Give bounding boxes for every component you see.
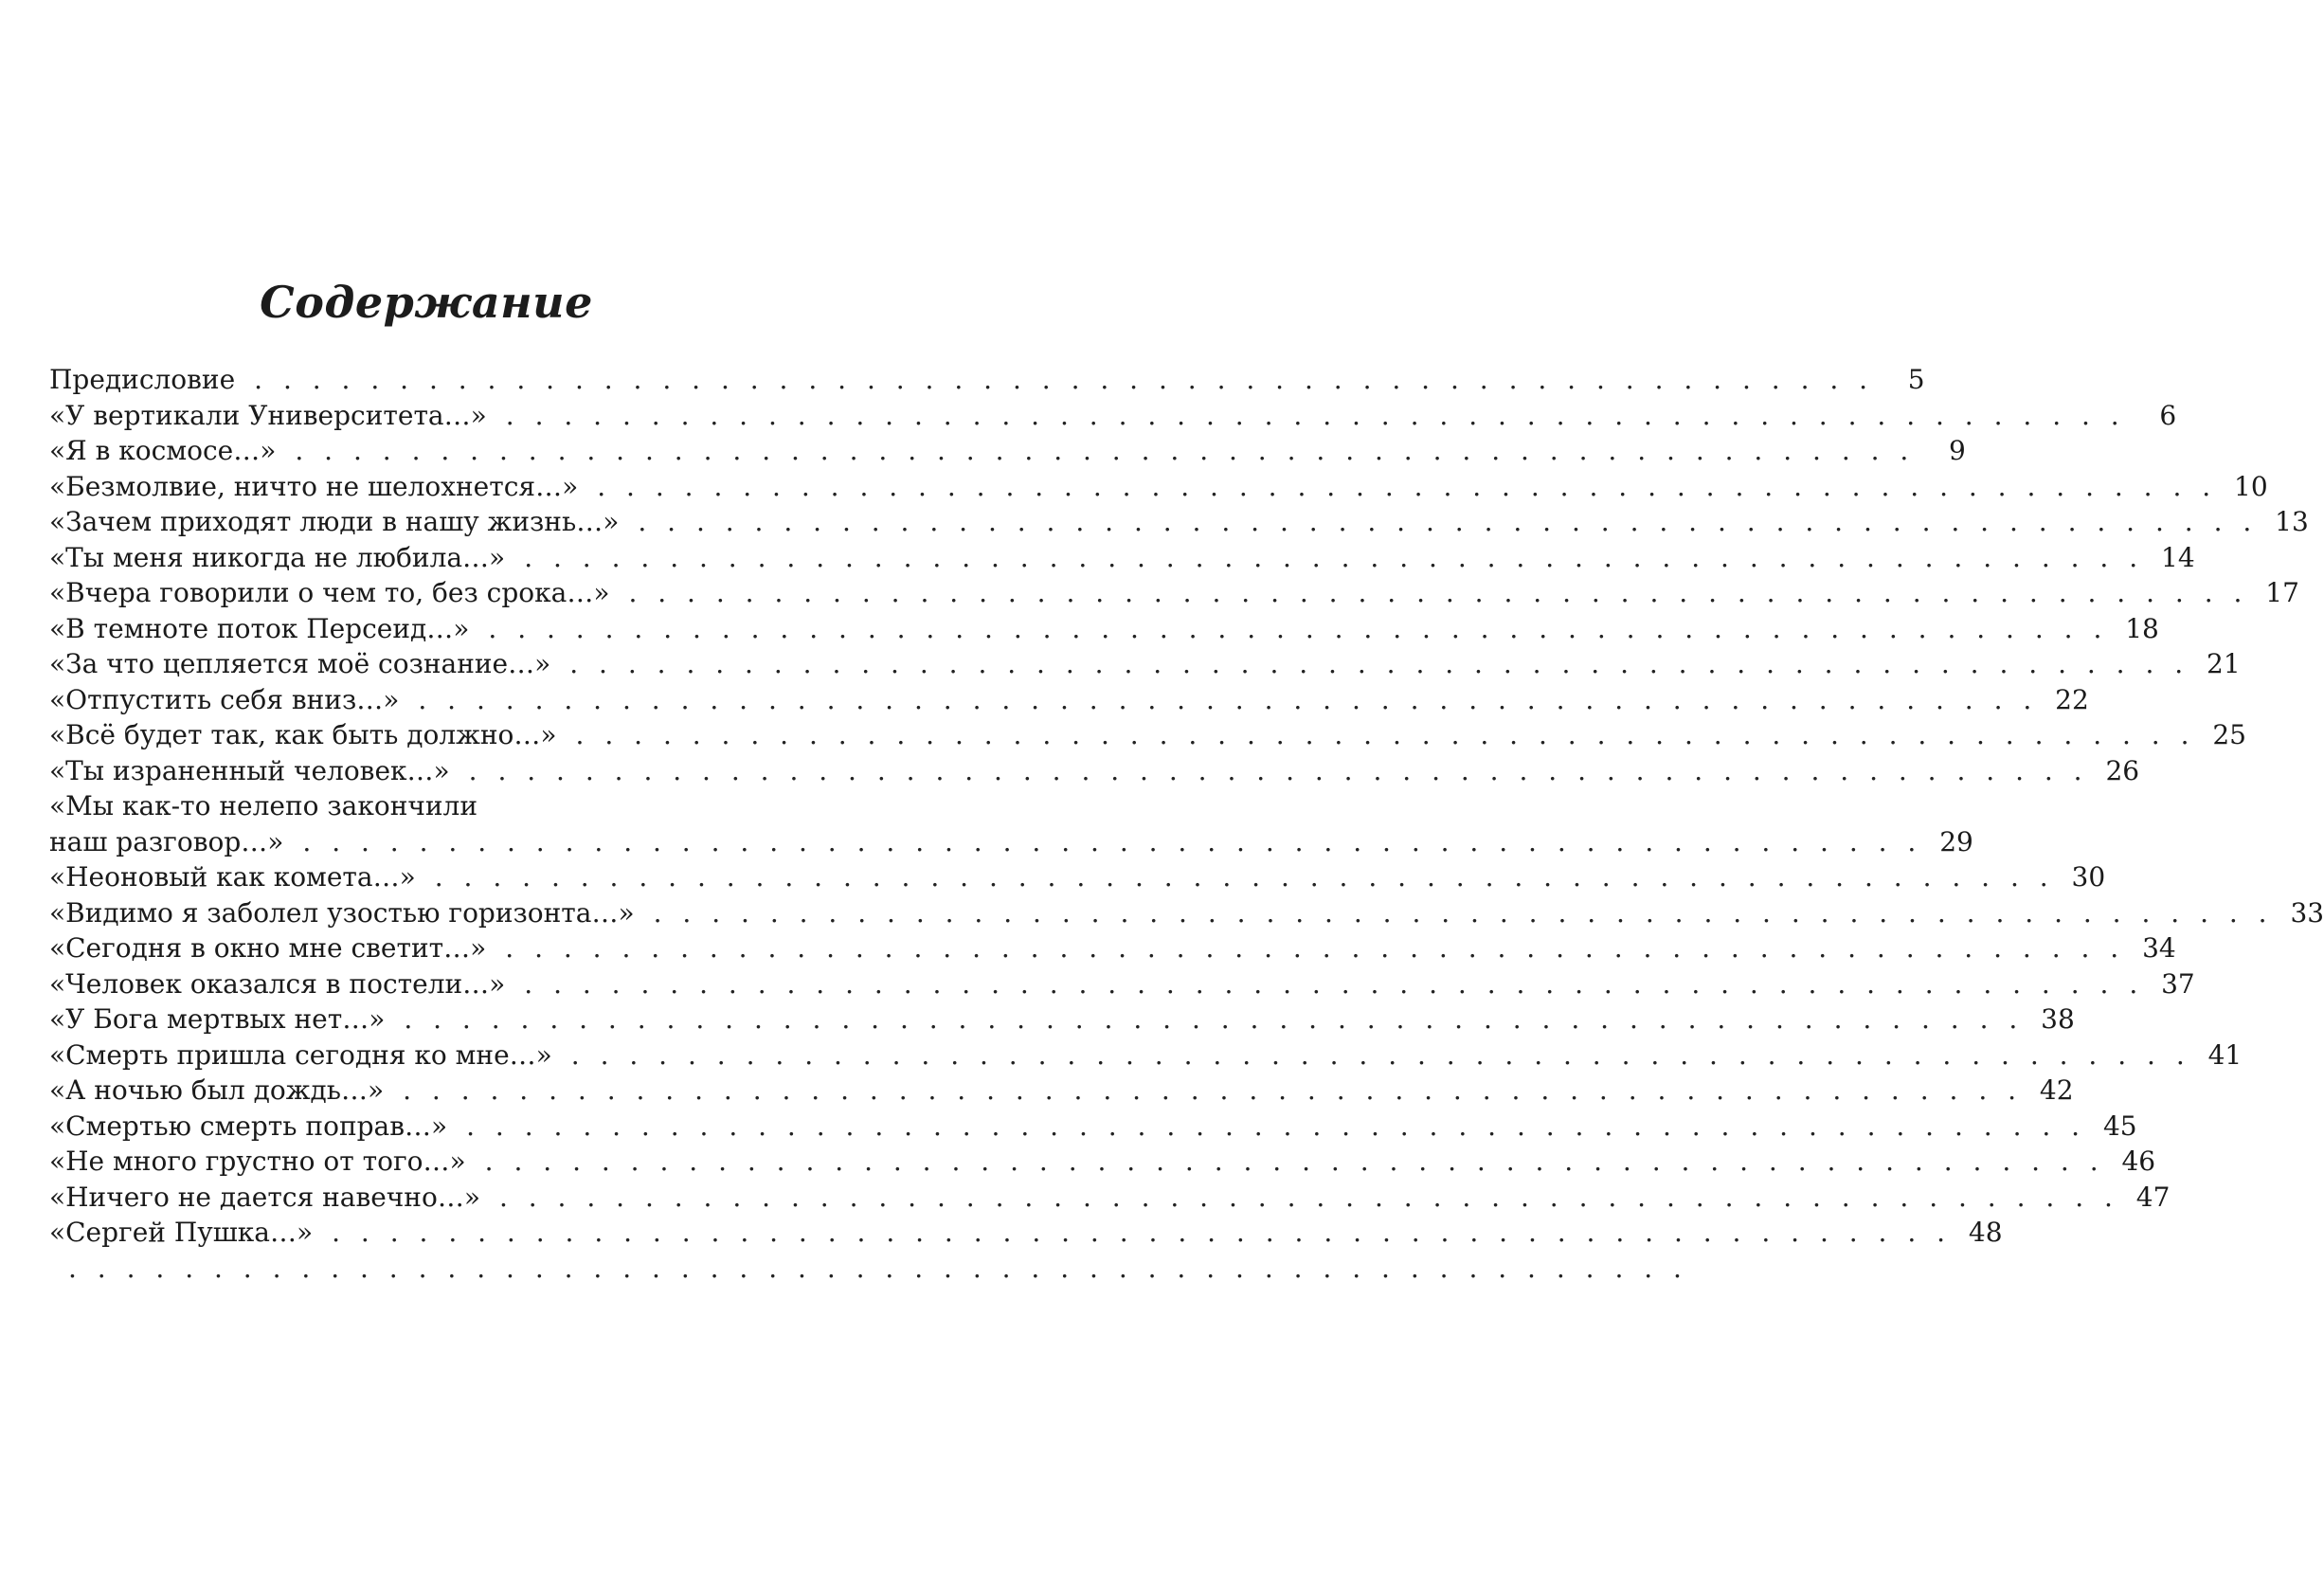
toc-leader-dots: . . . . . . . . . . . . . . . . . . . . . . . . . . . . . . . . . . . . . . . . . . . . . . . . . . . . . . . .: [505, 399, 2126, 431]
toc-entry-title: «У вертикали Университета…»: [49, 399, 487, 431]
toc-leader-dots: . . . . . . . . . . . . . . . . . . . . . . . . . . . . . . . . . . . . . . . . . . . . . . . . . . . . . . . .: [575, 719, 2195, 750]
toc-leader-dots: . . . . . . . . . . . . . . . . . . . . . . . . . . . . . . . . . . . . . . . . . . . . . . . . . . . . . . . .: [484, 1146, 2105, 1177]
toc-entry: [49, 682, 2089, 718]
toc-entry-title: «Мы как-то нелепо закончили: [49, 790, 478, 821]
toc-entry-title: «Зачем приходят люди в нашу жизнь…»: [49, 506, 620, 537]
toc-entry: [49, 788, 1973, 859]
toc-page-number: 48: [1968, 1217, 2003, 1248]
toc-leader-dots: . . . . . . . . . . . . . . . . . . . . . . . . . . . . . . . . . . . . . . . . . . . . . . . . . . . . . . . .: [628, 577, 2248, 608]
toc-entry: [49, 753, 2140, 789]
toc-leader-dots: . . . . . . . . . . . . . . . . . . . . . . . . . . . . . . . . . . . . . . . . . . . . . . . . . . . . . . . .: [466, 1110, 2086, 1142]
toc-leader-dots: . . . . . . . . . . . . . . . . . . . . . . . . . . . . . . . . . . . . . . . . . . . . . . . . . . . . . . . .: [434, 861, 2055, 893]
toc-entry: [49, 1251, 1688, 1287]
table-of-contents: [49, 362, 2324, 1286]
toc-entry-title: «Всё будет так, как быть должно…»: [49, 719, 557, 750]
toc-leader-dots: . . . . . . . . . . . . . . . . . . . . . . . . . . . . . . . . . . . . . . . . . . . . . . . . . . . . . . . .: [570, 1038, 2191, 1071]
toc-page-number: 6: [2159, 399, 2177, 431]
toc-leader-dots: . . . . . . . . . . . . . . . . . . . . . . . . . . . . . . . . . . . . . . . . . . . . . . . . . . . . . . . .: [68, 1252, 1688, 1284]
toc-entry: [49, 611, 2159, 647]
toc-entry-title: «А ночью был дождь…»: [49, 1074, 385, 1106]
toc-entry: [49, 398, 2177, 434]
toc-entry-title: «Отпустить себя вниз…»: [49, 683, 400, 715]
toc-leader-dots: . . . . . . . . . . . . . . . . . . . . . . . . . . . . . . . . . . . . . . . . . . . . . . . . . . . . . . . .: [254, 364, 1874, 395]
toc-entry-title: «Я в космосе…»: [49, 435, 277, 466]
toc-leader-dots: . . . . . . . . . . . . . . . . . . . . . . . . . . . . . . . . . . . . . . . . . . . . . . . . . . . . . . . .: [524, 967, 2144, 1000]
toc-leader-dots: . . . . . . . . . . . . . . . . . . . . . . . . . . . . . . . . . . . . . . . . . . . . . . . . . . . . . . . .: [498, 1181, 2119, 1213]
toc-entry-title: «Безмолвие, ничто не шелохнется…»: [49, 470, 579, 502]
toc-entry-title: «У Бога мертвых нет…»: [49, 1003, 386, 1035]
toc-entry-title: «Смерть пришла сегодня ко мне…»: [49, 1038, 552, 1071]
toc-entry-title: «Видимо я заболел узостью горизонта…»: [49, 896, 635, 929]
toc-page-number: 34: [2142, 932, 2176, 964]
toc-entry-title: «Человек оказался в постели…»: [49, 967, 506, 1000]
toc-entry: [49, 646, 2241, 682]
toc-entry-first-line: [49, 788, 752, 824]
toc-leader-dots: . . . . . . . . . . . . . . . . . . . . . . . . . . . . . . . . . . . . . . . . . . . . . . . . . . . . . . . .: [403, 1074, 2023, 1106]
toc-entry-title: «Вчера говорили о чем то, без срока…»: [49, 577, 610, 608]
toc-page-number: 29: [1939, 825, 1973, 857]
toc-entry: [49, 1215, 2003, 1251]
toc-entry: [49, 930, 2176, 966]
toc-entry-title: «Сегодня в окно мне светит…»: [49, 932, 487, 964]
toc-leader-dots: . . . . . . . . . . . . . . . . . . . . . . . . . . . . . . . . . . . . . . . . . . . . . . . . . . . . . . . .: [302, 825, 1922, 857]
toc-leader-dots: . . . . . . . . . . . . . . . . . . . . . . . . . . . . . . . . . . . . . . . . . . . . . . . . . . . . . . . .: [332, 1217, 1952, 1248]
toc-page-number: 14: [2161, 541, 2195, 573]
toc-entry-title: «Сергей Пушка…»: [49, 1217, 314, 1248]
toc-page-number: 41: [2207, 1038, 2243, 1071]
toc-leader-dots: . . . . . . . . . . . . . . . . . . . . . . . . . . . . . . . . . . . . . . . . . . . . . . . . . . . . . . . .: [597, 470, 2217, 502]
toc-entry: [49, 540, 2195, 576]
toc-entry-title: «Неоновый как комета…»: [49, 861, 416, 893]
toc-entry-title-continued: наш разговор…»: [49, 825, 284, 857]
toc-page-number: 17: [2265, 577, 2299, 608]
toc-leader-dots: . . . . . . . . . . . . . . . . . . . . . . . . . . . . . . . . . . . . . . . . . . . . . . . . . . . . . . . .: [638, 506, 2258, 537]
toc-entry: [49, 504, 2309, 540]
toc-page-number: 13: [2275, 506, 2309, 537]
toc-page-number: 26: [2105, 754, 2140, 786]
toc-entry: [49, 1109, 2137, 1145]
toc-page-number: 21: [2207, 648, 2241, 679]
toc-page-number: 37: [2161, 967, 2195, 1000]
toc-entry-title: Предисловие: [49, 364, 236, 395]
toc-entry: [49, 1180, 2171, 1216]
toc-entry-title: «Смертью смерть поправ…»: [49, 1110, 448, 1142]
toc-entry-title: «Ты меня никогда не любила…»: [49, 541, 506, 573]
toc-leader-dots: . . . . . . . . . . . . . . . . . . . . . . . . . . . . . . . . . . . . . . . . . . . . . . . . . . . . . . . .: [653, 896, 2274, 929]
toc-entry: [49, 362, 1925, 398]
toc-entry: [49, 859, 2106, 895]
toc-page-number: 38: [2041, 1003, 2075, 1035]
toc-entry: [49, 1073, 2074, 1109]
toc-page-number: 45: [2102, 1110, 2137, 1142]
toc-page-number: 5: [1907, 364, 1925, 395]
toc-entry-title: «За что цепляется моё сознание…»: [49, 648, 551, 679]
toc-page-number: 33: [2290, 896, 2324, 929]
toc-entry: [49, 1038, 2243, 1074]
toc-entry: [49, 895, 2324, 931]
toc-entry: [49, 1002, 2075, 1038]
toc-page-number: 9: [1949, 435, 1966, 466]
toc-leader-dots: . . . . . . . . . . . . . . . . . . . . . . . . . . . . . . . . . . . . . . . . . . . . . . . . . . . . . . . .: [418, 683, 2038, 715]
toc-leader-dots: . . . . . . . . . . . . . . . . . . . . . . . . . . . . . . . . . . . . . . . . . . . . . . . . . . . . . . . .: [488, 612, 2108, 644]
toc-leader-dots: . . . . . . . . . . . . . . . . . . . . . . . . . . . . . . . . . . . . . . . . . . . . . . . . . . . . . . . .: [524, 541, 2144, 573]
toc-entry-title: «Не много грустно от того…»: [49, 1146, 466, 1177]
toc-leader-dots: . . . . . . . . . . . . . . . . . . . . . . . . . . . . . . . . . . . . . . . . . . . . . . . . . . . . . . . .: [505, 932, 2125, 964]
toc-entry-title: «Ты израненный человек…»: [49, 754, 450, 786]
toc-leader-dots: . . . . . . . . . . . . . . . . . . . . . . . . . . . . . . . . . . . . . . . . . . . . . . . . . . . . . . . .: [295, 435, 1915, 466]
toc-entry-title: «Ничего не дается навечно…»: [49, 1181, 480, 1213]
toc-page-number: 10: [2234, 470, 2268, 502]
toc-entry: [49, 469, 2268, 505]
page-title: Содержание: [260, 277, 593, 328]
toc-page-number: 46: [2121, 1146, 2156, 1177]
toc-leader-dots: . . . . . . . . . . . . . . . . . . . . . . . . . . . . . . . . . . . . . . . . . . . . . . . . . . . . . . . .: [404, 1003, 2024, 1035]
toc-page-number: 42: [2039, 1074, 2074, 1106]
toc-page-number: 18: [2125, 612, 2159, 644]
toc-entry: [49, 1144, 2156, 1180]
toc-entry-title: «В темноте поток Персеид…»: [49, 612, 470, 644]
toc-entry: [49, 575, 2299, 611]
toc-entry-second-line: [49, 824, 1973, 860]
toc-page-number: 30: [2071, 861, 2106, 893]
toc-entry: [49, 717, 2246, 753]
toc-entry: [49, 966, 2195, 1002]
toc-leader-dots: . . . . . . . . . . . . . . . . . . . . . . . . . . . . . . . . . . . . . . . . . . . . . . . . . . . . . . . .: [468, 754, 2089, 786]
toc-entry: [49, 433, 1966, 469]
toc-leader-dots: . . . . . . . . . . . . . . . . . . . . . . . . . . . . . . . . . . . . . . . . . . . . . . . . . . . . . . . .: [569, 648, 2189, 679]
toc-page-number: 25: [2212, 719, 2246, 750]
toc-page-number: 22: [2055, 683, 2089, 715]
toc-page-number: 47: [2135, 1181, 2171, 1213]
